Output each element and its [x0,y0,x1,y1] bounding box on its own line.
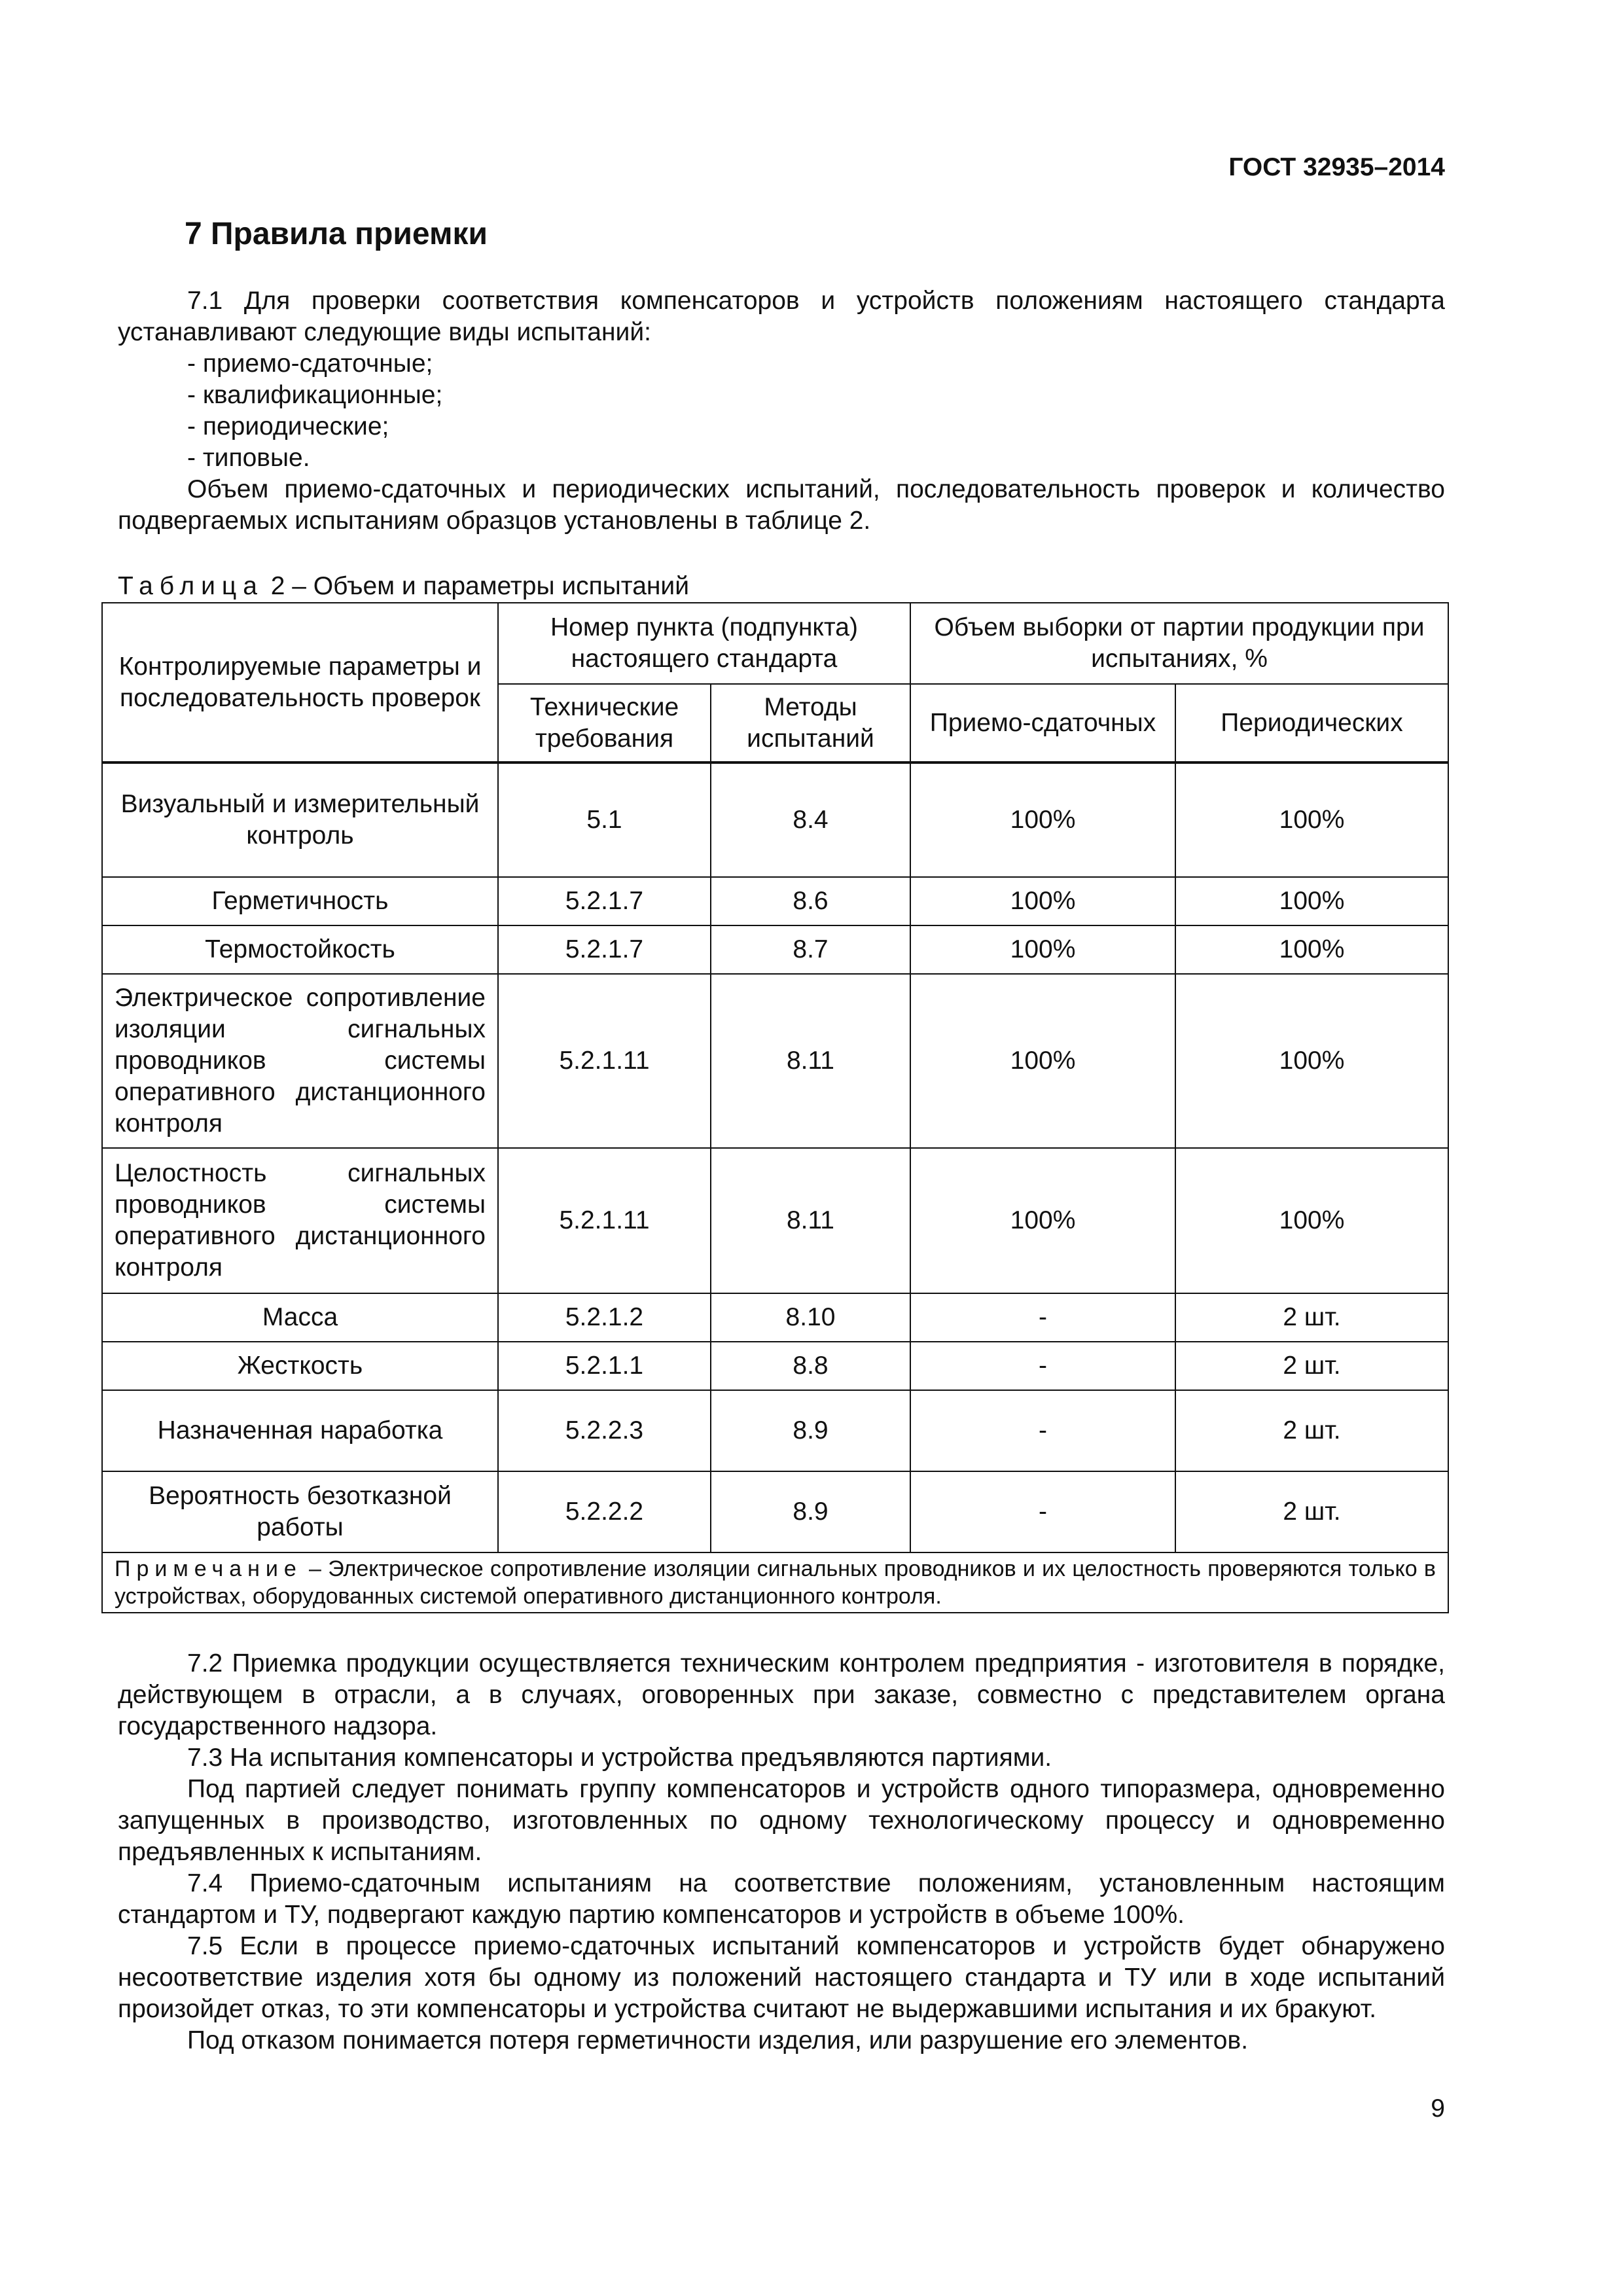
header-acceptance: Приемо-сдаточных [910,684,1175,762]
cell-tech: 5.2.1.1 [498,1342,711,1390]
cell-method: 8.9 [711,1390,910,1471]
cell-acceptance: - [910,1342,1175,1390]
cell-periodic: 100% [1175,1148,1448,1293]
paragraph-7-5: 7.5 Если в процессе приемо-сдаточных испытаний компенсаторов и устройств будет обнаружено несоответствие изделия хотя бы одному из положений настоящего стандарта и ТУ или в ходе испытаний произойдет отказ, то эти компенсаторы и устройства считают не выдержавшими испытания и их бракуют. [118,1932,1445,2023]
header-periodic: Периодических [1175,684,1448,762]
cell-tech: 5.2.2.2 [498,1471,711,1552]
cell-periodic: 100% [1175,925,1448,974]
table-row [102,1390,1448,1471]
cell-tech: 5.2.1.11 [498,974,711,1148]
table-row [102,925,1448,974]
cell-acceptance: - [910,1293,1175,1342]
cell-param: Термостойкость [102,925,498,974]
tests-table [101,602,1449,1613]
cell-param: Электрическое сопротивление изоляции сигнальных проводников системы оперативного дистанционного контроля [102,974,498,1148]
table-row [102,762,1448,877]
table-row [102,974,1448,1148]
paragraph-7-4: 7.4 Приемо-сдаточным испытаниям на соответствие положениям, установленным настоящим стандартом и ТУ, подвергают каждую партию компенсаторов и устройств в объеме 100%. [118,1869,1445,1929]
cell-param: Герметичность [102,877,498,925]
cell-acceptance: - [910,1471,1175,1552]
cell-tech: 5.1 [498,762,711,877]
cell-periodic: 2 шт. [1175,1390,1448,1471]
table-row [102,1342,1448,1390]
cell-param: Масса [102,1293,498,1342]
list-item: - периодические; [187,412,389,440]
cell-method: 8.8 [711,1342,910,1390]
cell-periodic: 2 шт. [1175,1471,1448,1552]
cell-periodic: 2 шт. [1175,1342,1448,1390]
cell-periodic: 100% [1175,877,1448,925]
table-caption [118,571,689,602]
cell-param: Визуальный и измерительный контроль [102,762,498,877]
after-block [118,1648,1445,2056]
document-code: ГОСТ 32935–2014 [1228,153,1445,181]
cell-method: 8.4 [711,762,910,877]
header-test-methods: Методы испытаний [711,684,910,762]
paragraph-7-3: 7.3 На испытания компенсаторы и устройства предъявляются партиями. [187,1744,1052,1772]
header-tech-requirements: Технические требования [498,684,711,762]
section-title: 7 Правила приемки [185,217,488,251]
cell-method: 8.10 [711,1293,910,1342]
table-note-row [102,1552,1448,1613]
cell-acceptance: 100% [910,877,1175,925]
list-item: - приемо-сдаточные; [187,350,433,378]
table-row [102,1293,1448,1342]
cell-tech: 5.2.2.3 [498,1390,711,1471]
cell-method: 8.9 [711,1471,910,1552]
cell-acceptance: - [910,1390,1175,1471]
header-clause-group: Номер пункта (подпункта) настоящего стандарта [498,603,910,684]
list-item: - квалификационные; [187,381,443,409]
cell-periodic: 100% [1175,762,1448,877]
cell-tech: 5.2.1.7 [498,877,711,925]
intro-block [118,285,1445,537]
page-number: 9 [1431,2094,1445,2123]
cell-param: Жесткость [102,1342,498,1390]
cell-periodic: 2 шт. [1175,1293,1448,1342]
list-item: - типовые. [187,444,310,472]
table-caption-text: 2 – Объем и параметры испытаний [263,572,689,600]
cell-acceptance: 100% [910,1148,1175,1293]
cell-tech: 5.2.1.2 [498,1293,711,1342]
cell-tech: 5.2.1.7 [498,925,711,974]
cell-param: Целостность сигнальных проводников системы оперативного дистанционного контроля [102,1148,498,1293]
cell-acceptance: 100% [910,925,1175,974]
cell-method: 8.7 [711,925,910,974]
header-params: Контролируемые параметры и последовательность проверок [102,603,498,762]
paragraph-batch: Под партией следует понимать группу компенсаторов и устройств одного типоразмера, одновременно запущенных в производство, изготовленных по одному технологическому процессу и одновременно предъявленных к испытаниям. [118,1775,1445,1866]
cell-acceptance: 100% [910,762,1175,877]
table-row [102,877,1448,925]
table-note [102,1552,1448,1613]
cell-acceptance: 100% [910,974,1175,1148]
table-caption-label: Таблица [118,572,264,600]
cell-tech: 5.2.1.11 [498,1148,711,1293]
table-row [102,1471,1448,1552]
table-row [102,1148,1448,1293]
cell-param: Назначенная наработка [102,1390,498,1471]
cell-method: 8.6 [711,877,910,925]
paragraph-failure: Под отказом понимается потеря герметичности изделия, или разрушение его элементов. [187,2026,1249,2054]
table-note-label: Примечание [115,1556,302,1581]
cell-method: 8.11 [711,1148,910,1293]
cell-param: Вероятность безотказной работы [102,1471,498,1552]
paragraph-7-1: 7.1 Для проверки соответствия компенсаторов и устройств положениям настоящего стандарта устанавливают следующие виды испытаний: [118,287,1445,346]
header-sample-group: Объем выборки от партии продукции при испытаниях, % [910,603,1448,684]
cell-method: 8.11 [711,974,910,1148]
cell-periodic: 100% [1175,974,1448,1148]
paragraph-volume: Объем приемо-сдаточных и периодических испытаний, последовательность проверок и количество подвергаемых испытаниям образцов установлены в таблице 2. [118,475,1445,535]
table-note-text: – Электрическое сопротивление изоляции сигнальных проводников и их целостность проверяются только в устройствах, оборудованных системой оперативного дистанционного контроля. [115,1556,1436,1609]
paragraph-7-2: 7.2 Приемка продукции осуществляется техническим контролем предприятия - изготовителя в порядке, действующем в отрасли, а в случаях, оговоренных при заказе, совместно с представителем органа государственного надзора. [118,1649,1445,1740]
